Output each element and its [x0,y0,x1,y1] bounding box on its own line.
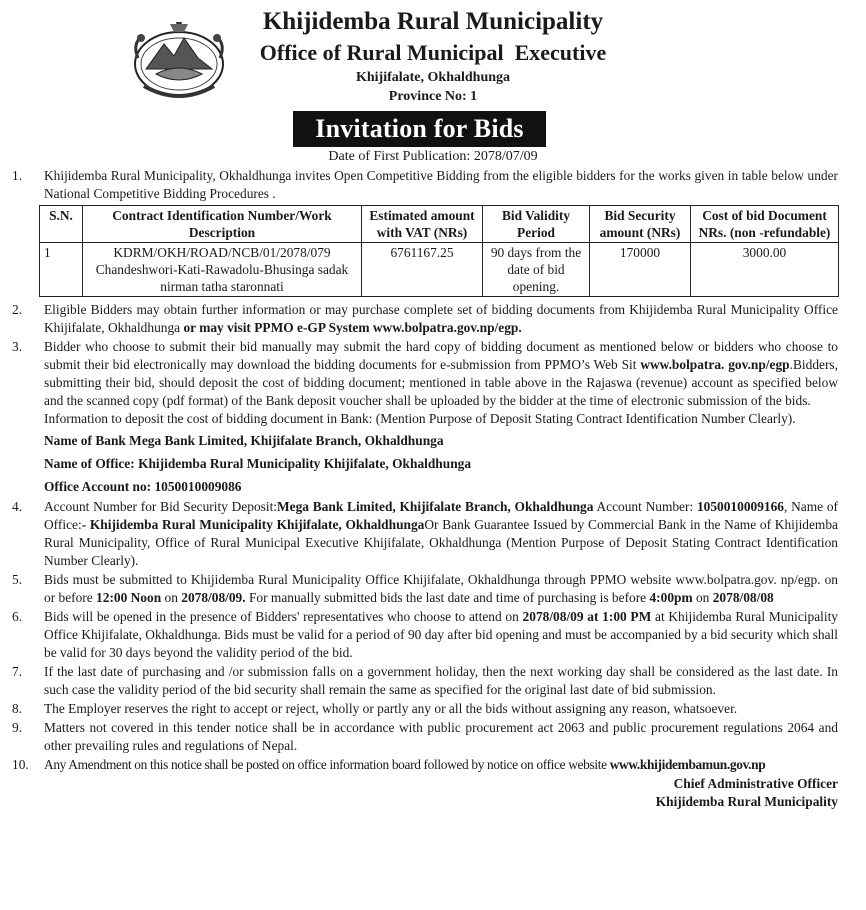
bolpatra-link[interactable]: www.bolpatra. gov.np/egp [640,357,790,372]
item-number: 1. [12,168,23,183]
item-number: 10. [12,757,29,772]
col-validity: Bid Validity Period [483,206,590,243]
item-number: 3. [12,339,23,354]
list-item [12,719,838,755]
item-text: The Employer reserves the right to accept or reject, wholly or partly any or all the bids without assigning any reason, whatsoever. [44,701,738,716]
list-item [12,663,838,699]
item-text-part: 2078/08/09 at 1:00 PM [522,609,652,624]
item-text-part: Bids will be opened in the presence of Bidders' representatives who choose to attend on [44,609,523,624]
item-text-part: on [161,590,182,605]
office-account: Office Account no: 1050010009086 [44,479,242,494]
item-text-part: 1050010009166 [696,499,784,514]
list-item [12,498,838,570]
item-number: 6. [12,609,23,624]
list-item [12,301,838,337]
signature-title: Chief Administrative Officer [673,776,838,791]
item-text: If the last date of purchasing and /or submission falls on a government holiday, then the next working day shall be considered as the last date. In such case the validity period of the bid security shall remain the same as specified for the original last date of bid submission. [44,664,838,697]
item-number: 7. [12,664,23,679]
notice-title: Invitation for Bids [293,111,546,147]
item-text-part: Account Number: [593,499,697,514]
contract-id: KDRM/OKH/ROAD/NCB/01/2078/079 [113,245,331,260]
item-text-part: on [692,590,713,605]
item-text [44,608,838,662]
publication-date: Date of First Publication: 2078/07/09 [328,149,538,164]
list-item [12,608,838,662]
item-text-part: 2078/08/09. [181,590,246,605]
col-security: Bid Security amount (NRs) [590,206,691,243]
notice-body [12,167,838,811]
address: Khijifalate, Okhaldhunga [355,70,511,85]
cell-estimate: 6761167.25 [362,243,483,297]
item-text-part: Mega Bank Limited, Khijifalate Branch, Okhaldhunga [277,499,594,514]
item-number: 2. [12,302,23,317]
table-header-row [40,206,839,243]
item-text-part: Account Number for Bid Security Deposit: [44,499,278,514]
cell-validity: 90 days from the date of bid opening. [483,243,590,297]
office-label: Name of Office [44,456,131,471]
list-item [12,167,838,203]
item-text-part: Bids must be submitted to Khijidemba Rural Municipality Office Khijifalate, Okhaldhunga through PPMO website www.bolpatra.gov. np/egp. on or before [44,572,838,605]
municipality-name: Khijidemba Rural Municipality [262,8,604,35]
col-estimate: Estimated amount with VAT (NRs) [362,206,483,243]
cell-security: 170000 [590,243,691,297]
item-text-part: , Name of Office: [44,499,838,532]
item-text: Khijidemba Rural Municipality, Okhaldhunga invites Open Competitive Bidding from the eligible bidders for the works given in table below under National Competitive Bidding Procedures . [44,168,838,201]
list-item [12,756,838,774]
item-text-part: Bidder who choose to submit their bid manually may submit the hard copy of bidding document as mentioned below or bidders who choose to submit their bid electronically may download the bidding documents for e-submission from PPMO’s Web Sit [44,339,838,372]
table-row [40,243,839,297]
col-sn: S.N. [40,206,83,243]
item-text-part: 2078/08/08 [712,590,774,605]
item-text-part: at Khijidemba Rural Municipality Office Khijifalate, Okhaldhunga. Bids must be valid for a period of 90 day after bid opening and must be accompanied by a bid security which shall be valid for 30 days beyond the validity period of the bid. [44,609,838,660]
item-text-part: - Khijidemba Rural Municipality Khijifalate, Okhaldhunga [81,517,425,532]
list-item [12,338,838,428]
item-text-part: For manually submitted bids the last date and time of purchasing is before [245,590,650,605]
list-item [12,571,838,607]
cell-sn: 1 [40,243,83,297]
work-description: Chandeshwori-Kati-Rawadolu-Bhusinga sadak nirman tatha staronnati [95,262,349,294]
item-text-part: 4:00pm [649,590,693,605]
municipality-website-link[interactable]: www.khijidembamun.gov.np [609,757,766,772]
bid-table [39,205,839,297]
list-item [12,700,838,718]
item-text-part: .Bidders, submitting their bid, should deposit the cost of bidding document; mentioned in table above in the Rajaswa (revenue) account as specified below and the scanned copy (pdf format) of the Bank deposit voucher shall be uploaded by the bidder at the time of electronic submission of the bids. [44,357,838,408]
item-number: 9. [12,720,23,735]
item-text [44,338,838,428]
province: Province No: 1 [388,89,478,104]
bank-name: Name of Bank Mega Bank Limited, Khijifalate Branch, Okhaldhunga [44,433,444,448]
office-value: : Khijidemba Rural Municipality Khijifalate, Okhaldhunga [130,456,472,471]
item-number: 8. [12,701,23,716]
office-name-line [44,455,838,473]
item-number: 4. [12,499,23,514]
item-number: 5. [12,572,23,587]
signature-org: Khijidemba Rural Municipality [655,794,838,809]
item-text-part: Eligible Bidders may obtain further information or may purchase complete set of bidding documents from Khijidemba Rural Municipality Office Khijifalate, Okhaldhunga [44,302,838,335]
item-text-part: 12:00 Noon [96,590,162,605]
item-text-part: Information to deposit the cost of bidding document in Bank: (Mention Purpose of Deposit Stating Contract Identification Number Clearly). [44,411,796,426]
col-cost: Cost of bid Document NRs. (non -refundable) [691,206,839,243]
col-contract: Contract Identification Number/Work Description [83,206,362,243]
office-name: Office of Rural Municipal Executive [259,40,607,65]
egp-link[interactable]: or may visit PPMO e-GP System www.bolpatra.gov.np/egp. [183,320,522,335]
item-text-part: Or Bank Guarantee Issued by Commercial Bank in the Name of Khijidemba Rural Municipality, Office of Rural Municipal Executive Khijifalate, Okhaldhunga (Mention Purpose of Deposit Stating Contract Identification Number Clearly). [44,517,838,568]
cell-cost: 3000.00 [691,243,839,297]
item-text [44,301,838,337]
cell-contract [83,243,362,297]
item-text [44,571,838,607]
item-text [44,756,838,774]
bank-details [12,432,838,496]
item-text: Matters not covered in this tender notice shall be in accordance with public procurement act 2063 and public procurement regulations 2064 and other prevailing rules and regulations of Nepal. [44,720,838,753]
item-text [44,498,838,570]
item-text-part: Any Amendment on this notice shall be posted on office information board followed by notice on office website [44,757,610,772]
